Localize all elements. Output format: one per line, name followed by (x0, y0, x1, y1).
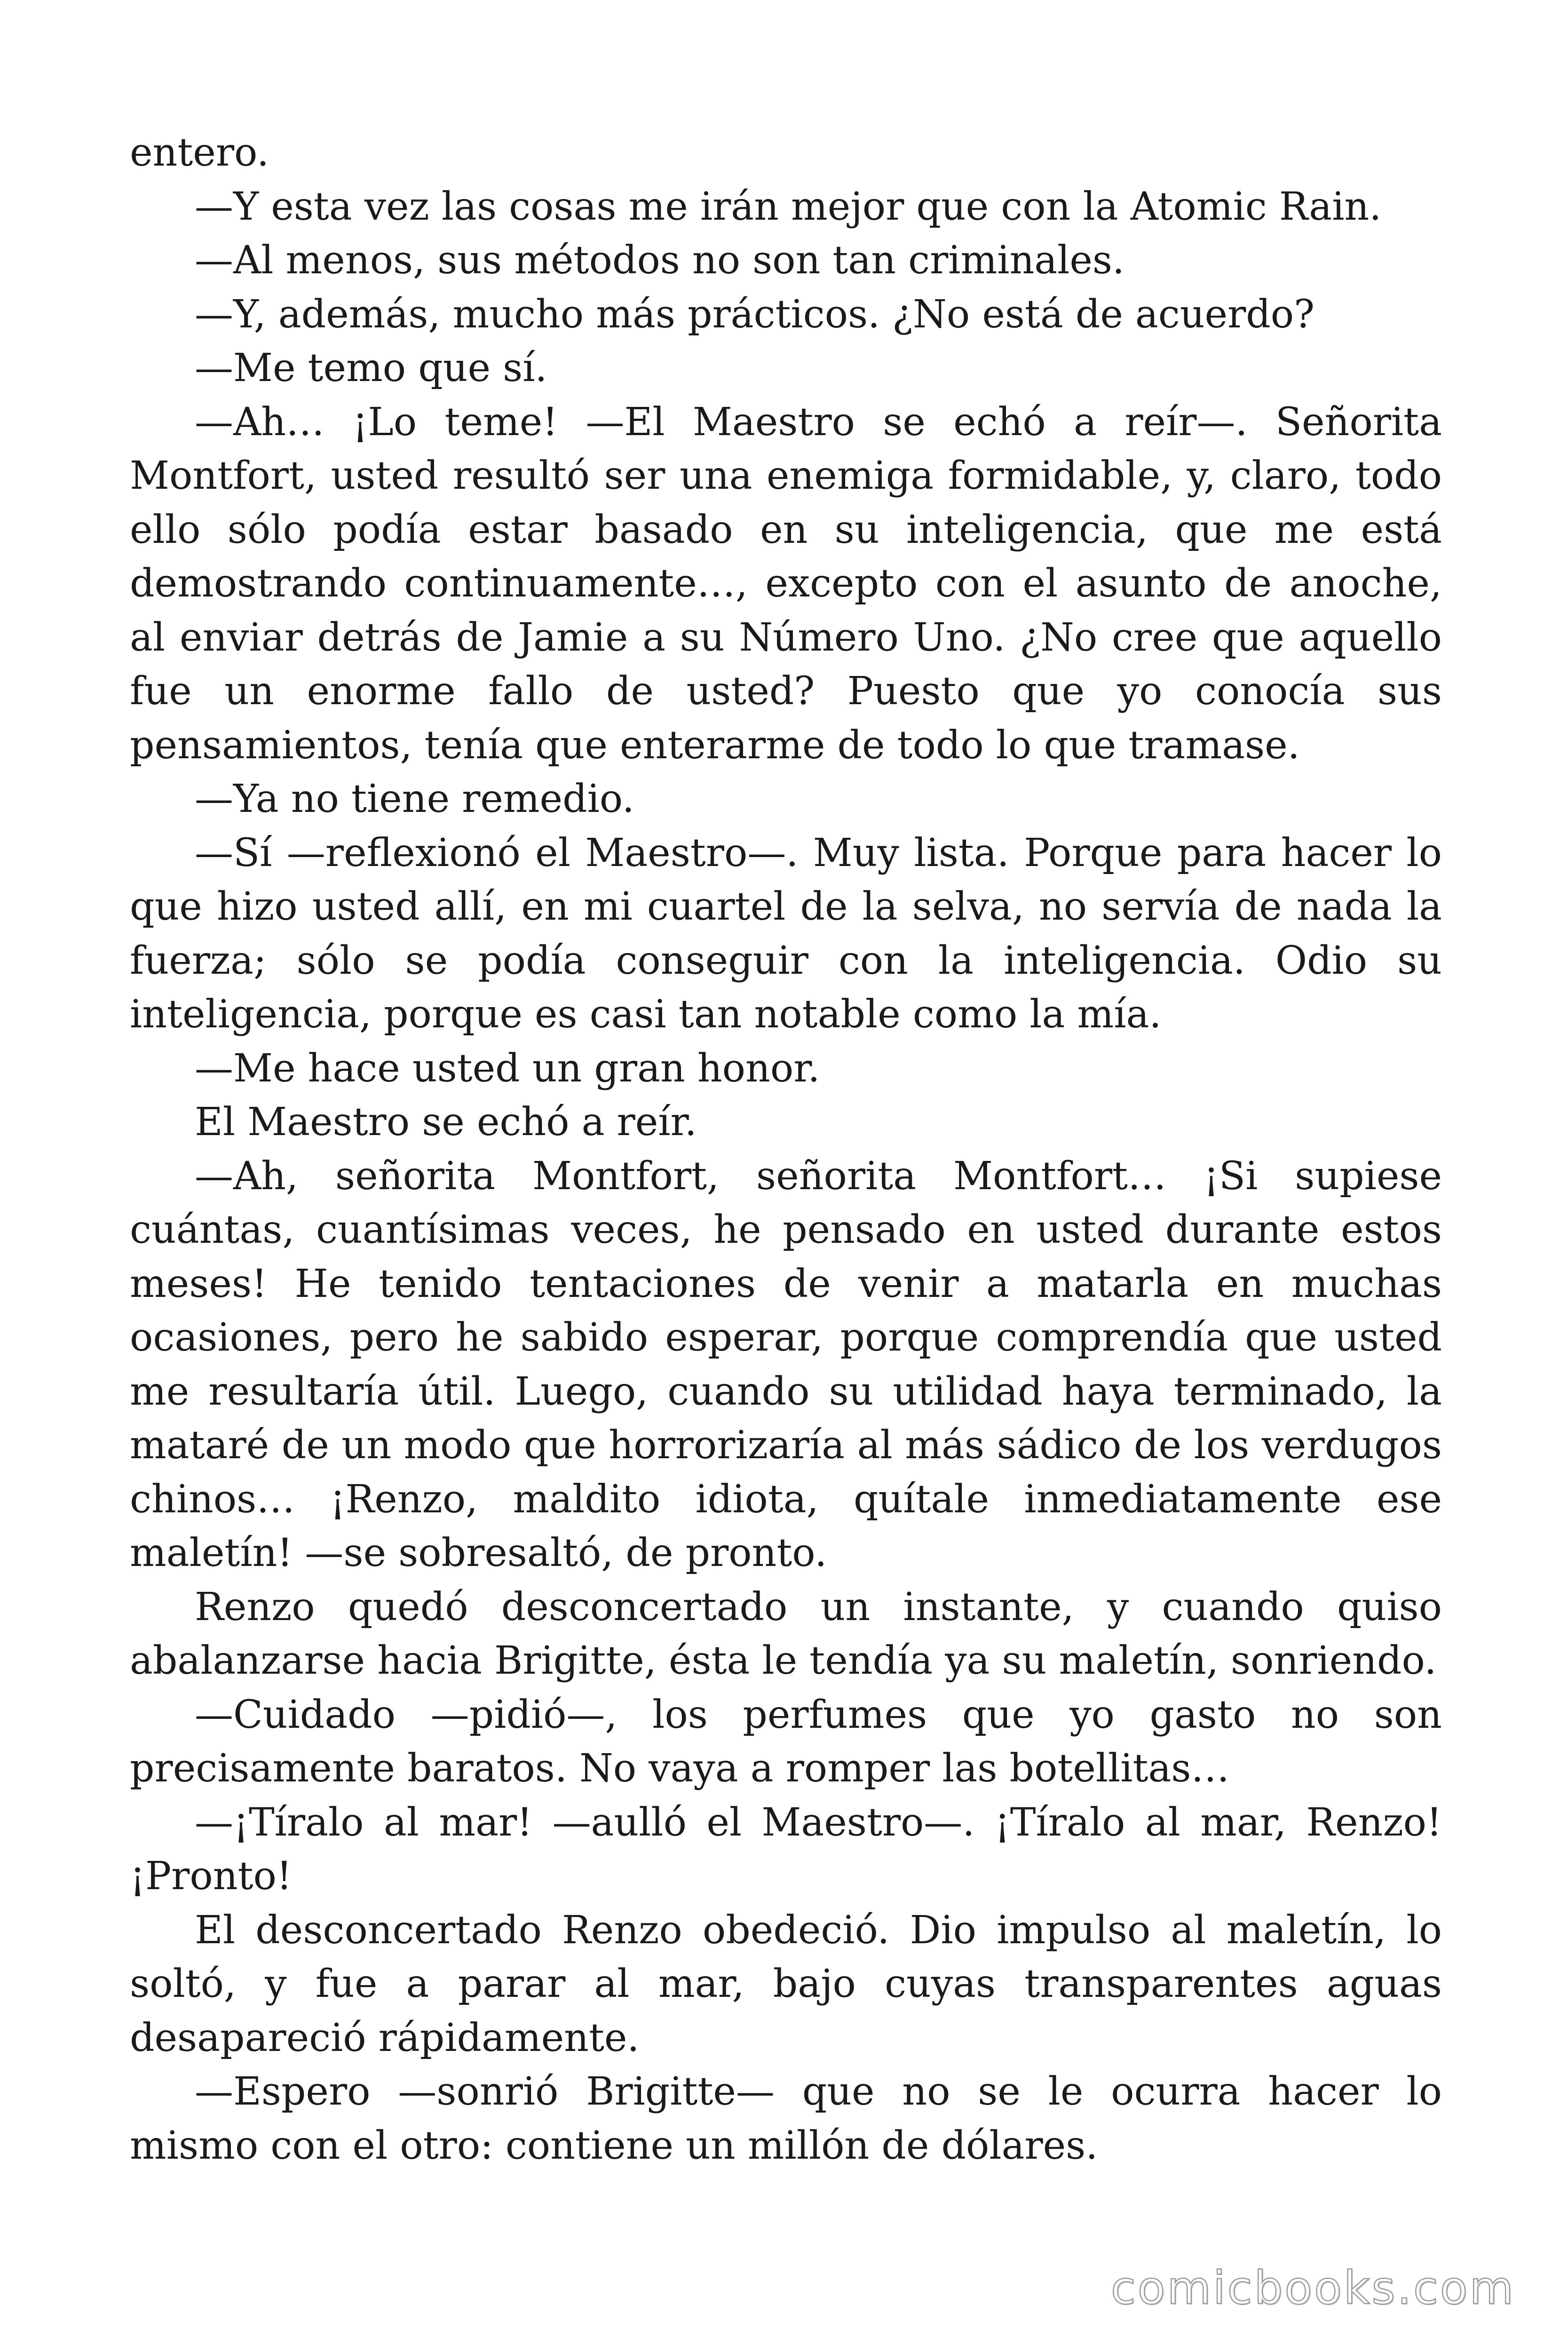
paragraph: —Me temo que sí. (195, 346, 547, 390)
body-text (130, 126, 1442, 2173)
paragraph: El Maestro se echó a reír. (195, 1100, 697, 1144)
paragraph: —Ah, señorita Montfort, señorita Montfort… ¡Si supiese cuántas, cuantísimas veces, he pensado en usted durante estos meses! He tenido tentaciones de venir a matarla en muchas ocasiones, pero he sabido esperar, porque comprendía que usted me resultaría útil. Luego, cuando su utilidad haya terminado, la mataré de un modo que horrorizaría al más sádico de los verdugos chinos… ¡Renzo, maldito idiota, quítale inmediatamente ese maletín! —se sobresaltó, de pronto. (130, 1153, 1442, 1575)
paragraph: —Y esta vez las cosas me irán mejor que con la Atomic Rain. (195, 184, 1382, 229)
paragraph: —Cuidado —pidió—, los perfumes que yo gasto no son precisamente baratos. No vaya a romper las botellitas… (130, 1692, 1442, 1791)
paragraph: El desconcertado Renzo obedeció. Dio impulso al maletín, lo soltó, y fue a parar al mar, bajo cuyas transparentes aguas desapareció rápidamente. (130, 1907, 1442, 2060)
paragraph: —Ya no tiene remedio. (195, 777, 634, 821)
paragraph: entero. (130, 130, 269, 175)
paragraph: —Sí —reflexionó el Maestro—. Muy lista. Porque para hacer lo que hizo usted allí, en mi cuartel de la selva, no servía de nada la fuerza; sólo se podía conseguir con la inteligencia. Odio su inteligencia, porque es casi tan notable como la mía. (130, 830, 1442, 1037)
paragraph: —Me hace usted un gran honor. (195, 1046, 820, 1091)
watermark-logo: comicbooks.com (1110, 2262, 1515, 2314)
paragraph: —Al menos, sus métodos no son tan criminales. (195, 238, 1125, 283)
paragraph: —Espero —sonrió Brigitte— que no se le ocurra hacer lo mismo con el otro: contiene un millón de dólares. (130, 2069, 1442, 2168)
paragraph: —Y, además, mucho más prácticos. ¿No está de acuerdo? (195, 292, 1315, 337)
paragraph: Renzo quedó desconcertado un instante, y cuando quiso abalanzarse hacia Brigitte, ésta le tendía ya su maletín, sonriendo. (130, 1584, 1442, 1683)
paragraph: —¡Tíralo al mar! —aulló el Maestro—. ¡Tíralo al mar, Renzo! ¡Pronto! (130, 1800, 1442, 1899)
paragraph: —Ah… ¡Lo teme! —El Maestro se echó a reír—. Señorita Montfort, usted resultó ser una enemiga formidable, y, claro, todo ello sólo podía estar basado en su inteligencia, que me está demostrando continuamente…, excepto con el asunto de anoche, al enviar detrás de Jamie a su Número Uno. ¿No cree que aquello fue un enorme fallo de usted? Puesto que yo conocía sus pensamientos, tenía que enterarme de todo lo que tramase. (130, 399, 1442, 768)
